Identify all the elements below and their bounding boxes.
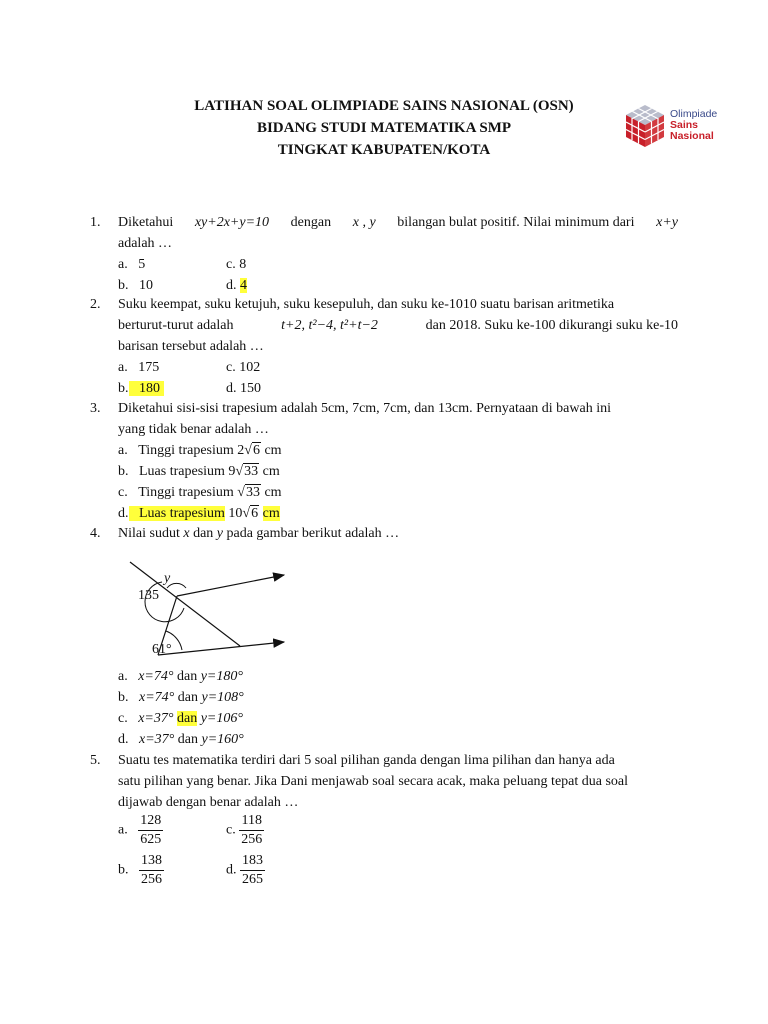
numerator: 118 (239, 812, 264, 831)
header-title-line2: BIDANG STUDI MATEMATIKA SMP (256, 120, 512, 136)
radicand: 6 (252, 443, 260, 458)
conjunction: dan (176, 669, 198, 684)
denominator: 256 (141, 872, 162, 887)
y-value: y=106° (200, 711, 243, 726)
header-title-line1: LATIHAN SOAL OLIMPIADE SAINS NASIONAL (OSN) (194, 98, 574, 114)
option-key: d. (226, 381, 237, 396)
radicand: 33 (245, 485, 260, 500)
option-b (118, 378, 164, 399)
fraction (139, 852, 164, 889)
denominator: 256 (241, 832, 263, 847)
x-value: x=74° (139, 690, 175, 705)
figure-label-61: 61° (152, 642, 172, 657)
option-d (226, 275, 247, 296)
question-line: adalah … (118, 236, 173, 251)
option-b: b. Luas trapesium 9√33 cm (118, 464, 280, 479)
option-key: a. (118, 669, 128, 684)
conjunction: dan (176, 711, 198, 726)
question-line (118, 523, 399, 544)
unit: cm (262, 506, 280, 521)
question-text: berturut-turut adalah (118, 318, 234, 333)
option-key: d. (118, 732, 129, 747)
option-value: 10 (139, 278, 153, 293)
conjunction: dan (177, 732, 198, 747)
option-value: 180 (139, 381, 160, 396)
question-text: pada gambar berikut adalah … (226, 526, 400, 541)
option-d (118, 729, 244, 750)
question-line: Suku keempat, suku ketujuh, suku kesepuluh, dan suku ke-1010 suatu barisan aritmetika (118, 297, 615, 312)
highlighted-answer (129, 506, 225, 521)
option-key: a. (118, 822, 128, 838)
question-line: Suatu tes matematika terdiri dari 5 soal pilihan ganda dengan lima pilihan dan hanya ada (118, 753, 615, 768)
osn-logo (622, 103, 752, 151)
option-b (118, 275, 153, 296)
coefficient: 10 (228, 506, 243, 521)
question-text: Diketahui (118, 215, 174, 230)
radicand: 33 (244, 464, 259, 479)
question-4 (90, 523, 690, 751)
question-number: 5. (90, 753, 101, 768)
question-number: 1. (90, 215, 101, 230)
option-b (118, 687, 244, 708)
option-key: b. (118, 690, 129, 705)
highlighted-answer: 4 (240, 278, 247, 293)
option-key: a. (118, 257, 128, 272)
option-key: c. (118, 711, 128, 726)
fraction (239, 812, 264, 849)
math-expression: t+2, t²−4, t²+t−2 (281, 318, 378, 333)
question-text: dan (193, 526, 214, 541)
question-3 (90, 398, 690, 524)
question-number: 4. (90, 526, 101, 541)
option-value: 150 (240, 381, 261, 396)
conjunction: dan (177, 690, 198, 705)
logo-text (670, 109, 717, 142)
upper-ray (177, 575, 284, 596)
option-text: Luas trapesium (139, 464, 225, 479)
lower-ray (158, 642, 284, 655)
option-key: b. (118, 464, 129, 479)
option-key: c. (118, 485, 128, 500)
denominator: 265 (242, 872, 263, 887)
question-text: Nilai sudut (118, 526, 180, 541)
question-text: bilangan bulat positif. Nilai minimum dari (397, 215, 635, 230)
option-key: d. (226, 278, 237, 293)
option-d (226, 852, 265, 889)
y-value: y=108° (201, 690, 244, 705)
question-2 (90, 294, 690, 398)
unit: cm (262, 464, 280, 479)
option-c (118, 708, 243, 729)
option-c: c. Tinggi trapesium √33 cm (118, 485, 282, 500)
option-a (118, 357, 159, 378)
question-number: 3. (90, 401, 101, 416)
header-title-line3: TINGKAT KABUPATEN/KOTA (277, 142, 491, 158)
question-1 (90, 212, 690, 296)
osn-cube-icon (622, 103, 668, 149)
fraction (240, 852, 265, 889)
fraction (138, 812, 163, 849)
option-text: Tinggi trapesium (138, 443, 234, 458)
question-line: satu pilihan yang benar. Jika Dani menjawab soal secara acak, maka peluang tepat dua soal (118, 774, 629, 789)
logo-text-nasional: Nasional (670, 130, 714, 142)
denominator: 625 (140, 832, 162, 847)
option-b (118, 852, 164, 889)
option-value: 102 (239, 360, 261, 375)
option-a (118, 812, 163, 849)
option-a (118, 254, 145, 275)
x-value: x=37° (138, 711, 174, 726)
question-text: dan 2018. Suku ke-100 dikurangi suku ke-10 (425, 318, 678, 333)
question-text: dengan (290, 215, 332, 230)
figure-label-y: y (164, 571, 171, 586)
option-a: a. Tinggi trapesium 2√6 cm (118, 443, 282, 458)
unit: cm (264, 485, 282, 500)
logo-text-sains: Sains (670, 119, 699, 131)
math-variables: x , y (352, 215, 376, 230)
option-value: 5 (138, 257, 146, 272)
option-key: a. (118, 443, 128, 458)
option-value: 175 (138, 360, 160, 375)
question-line: barisan tersebut adalah … (118, 339, 264, 354)
numerator: 128 (138, 812, 163, 831)
option-key: b. (118, 862, 129, 878)
option-d (226, 378, 261, 399)
option-key: b. (118, 278, 129, 293)
option-c (226, 357, 260, 378)
highlighted-answer (129, 381, 164, 396)
option-a (118, 666, 243, 687)
question-line (118, 212, 678, 233)
x-value: x=74° (138, 669, 174, 684)
option-key: b. (118, 381, 129, 396)
option-key: d. (226, 862, 237, 878)
option-value: 8 (239, 257, 247, 272)
question-line: Diketahui sisi-sisi trapesium adalah 5cm, 7cm, 7cm, dan 13cm. Pernyataan di bawah ini (118, 401, 611, 416)
option-key: c. (226, 822, 236, 838)
x-value: x=37° (139, 732, 175, 747)
numerator: 183 (240, 852, 265, 871)
coefficient: 9 (228, 464, 236, 479)
option-key: c. (226, 360, 236, 375)
question-line: dijawab dengan benar adalah … (118, 795, 299, 810)
figure-label-135: 135 (138, 588, 159, 603)
option-text: Luas trapesium (139, 506, 225, 521)
math-variable: y (216, 526, 223, 541)
math-variable: x (183, 526, 190, 541)
logo-text-olimpiade: Olimpiade (670, 108, 718, 120)
question-number: 2. (90, 297, 101, 312)
y-value: y=160° (201, 732, 244, 747)
option-c (226, 812, 264, 849)
option-text: Tinggi trapesium (138, 485, 234, 500)
option-key: a. (118, 360, 128, 375)
unit: cm (264, 443, 282, 458)
y-value: y=180° (200, 669, 243, 684)
math-expression: x+y (656, 215, 678, 230)
option-key: c. (226, 257, 236, 272)
question-5 (90, 750, 690, 890)
option-key: d. (118, 506, 129, 521)
coefficient: 2 (237, 443, 245, 458)
option-d: d. Luas trapesium 10√6 cm (118, 506, 280, 521)
option-c (226, 254, 246, 275)
question-line: yang tidak benar adalah … (118, 422, 269, 437)
radicand: 6 (251, 506, 259, 521)
math-expression: xy+2x+y=10 (194, 215, 270, 230)
question-line (118, 315, 678, 336)
numerator: 138 (139, 852, 164, 871)
